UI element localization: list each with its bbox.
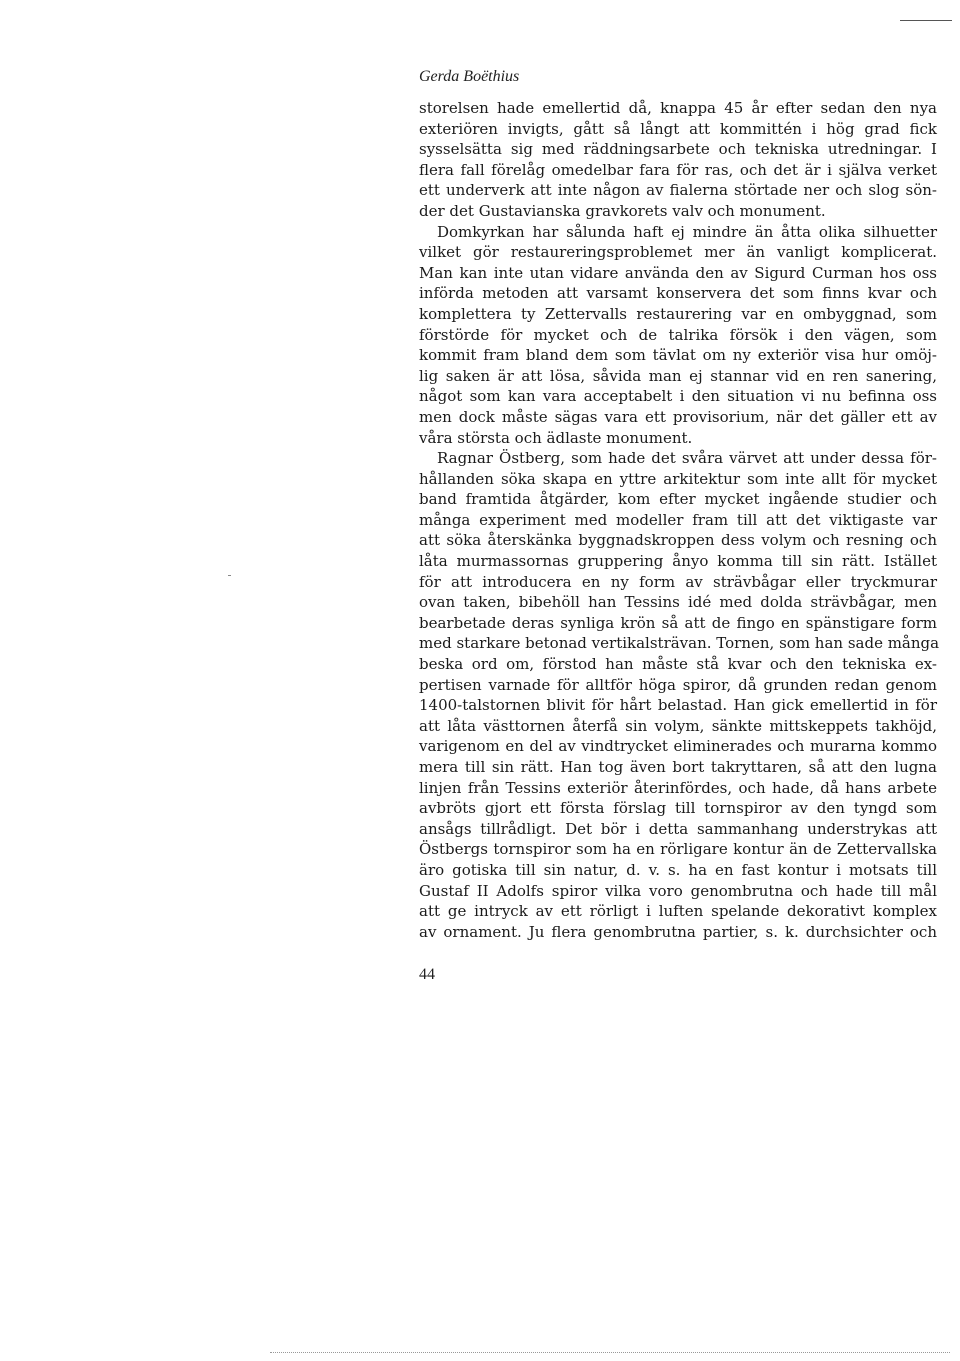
text-line: band framtida åtgärder, kom efter mycket ingående studier och — [419, 490, 937, 509]
scan-speck — [228, 575, 231, 576]
text-line: lig saken är att lösa, såvida man ej stannar vid en ren sanering, — [419, 366, 937, 385]
text-line: Ragnar Östberg, som hade det svåra värvet att under dessa för- — [437, 449, 937, 468]
text-line: beska ord om, förstod han måste stå kvar och den tekniska ex- — [419, 655, 937, 674]
text-line: sysselsätta sig med räddningsarbete och tekniska utredningar. I — [419, 140, 937, 159]
text-line: låta murmassornas gruppering ånyo komma till sin rätt. Istället — [419, 552, 937, 571]
paragraph — [419, 98, 937, 222]
text-line: storelsen hade emellertid då, knappa 45 år efter sedan den nya — [419, 99, 937, 117]
paragraph — [419, 448, 940, 942]
text-line: att låta västtornen återfå sin volym, sänkte mittskeppets takhöjd, — [419, 716, 937, 735]
text-line: kommit fram bland dem som tävlat om ny exteriör visa hur omöj- — [419, 346, 937, 365]
text-line: mera till sin rätt. Han tog även bort takryttaren, så att den lugna — [419, 758, 937, 776]
text-line: något som kan vara acceptabelt i den situation vi nu befinna oss — [419, 387, 937, 406]
text-line: vilket gör restaureringsproblemet mer än vanligt komplicerat. — [419, 243, 937, 262]
text-line: införda metoden att varsamt konservera det som finns kvar och — [419, 284, 937, 303]
scan-edge-noise — [270, 1352, 950, 1355]
text-line: 1400-talstornen blivit för hårt belastad. Han gick emellertid in för — [419, 696, 937, 715]
text-line: Man kan inte utan vidare använda den av Sigurd Curman hos oss — [419, 263, 937, 282]
text-line: Östbergs tornspiror som ha en rörligare kontur än de Zettervallska — [419, 840, 937, 859]
text-line: men dock måste sägas vara ett provisorium, när det gäller ett av — [419, 407, 937, 426]
text-line: flera fall förelåg omedelbar fara för ras, och det är i själva verket — [419, 160, 937, 179]
text-line: komplettera ty Zettervalls restaurering var en ombyggnad, som — [419, 304, 937, 323]
text-line: många experiment med modeller fram till att det viktigaste var — [419, 510, 937, 529]
paragraph — [419, 222, 937, 449]
top-rule — [900, 20, 952, 21]
text-line: att ge intryck av ett rörligt i luften spelande dekorativt komplex — [419, 902, 937, 921]
text-line: med starkare betonad vertikalsträvan. Tornen, som han sade många — [419, 634, 940, 653]
text-line: ansågs tillrådligt. Det bör i detta sammanhang understrykas att — [419, 819, 937, 838]
text-line: bearbetade deras synliga krön så att de fingo en spänstigare form — [419, 613, 937, 632]
text-line: avbröts gjort ett första förslag till tornspiror av den tyngd som — [419, 799, 937, 818]
text-line: linjen från Tessins exteriör återinfördes, och hade, då hans arbete — [419, 778, 937, 797]
text-line: pertisen varnade för alltför höga spiror, då grunden redan genom — [419, 675, 937, 694]
running-head: Gerda Boëthius — [419, 68, 520, 85]
text-line: Domkyrkan har sålunda haft ej mindre än åtta olika silhuetter — [437, 222, 937, 241]
text-line: äro gotiska till sin natur, d. v. s. ha en fast kontur i motsats till — [419, 860, 937, 879]
text-line: der det Gustavianska gravkorets valv och monument. — [419, 201, 826, 220]
text-line: förstörde för mycket och de talrika försök i den vägen, som — [419, 325, 937, 344]
text-line: Gustaf II Adolfs spiror vilka voro genombrutna och hade till mål — [419, 881, 937, 900]
text-line: ett underverk att inte någon av fialerna störtade ner och slog sön- — [419, 181, 937, 200]
text-line: att söka återskänka byggnadskroppen dess volym och resning och — [419, 531, 937, 550]
body-text — [419, 98, 940, 942]
text-line: våra största och ädlaste monument. — [419, 428, 693, 447]
text-line: hållanden söka skapa en yttre arkitektur som inte allt för mycket — [419, 469, 937, 488]
page-number: 44 — [419, 966, 435, 983]
text-line: av ornament. Ju flera genombrutna partier, s. k. durchsichter och — [419, 922, 937, 941]
text-line: varigenom en del av vindtrycket eliminerades och murarna kommo — [419, 737, 937, 756]
text-line: ovan taken, bibehöll han Tessins idé med dolda strävbågar, men — [419, 593, 937, 612]
text-line: för att introducera en ny form av strävbågar eller tryckmurar — [419, 572, 937, 591]
text-line: exteriören invigts, gått så långt att kommittén i hög grad fick — [419, 119, 937, 138]
